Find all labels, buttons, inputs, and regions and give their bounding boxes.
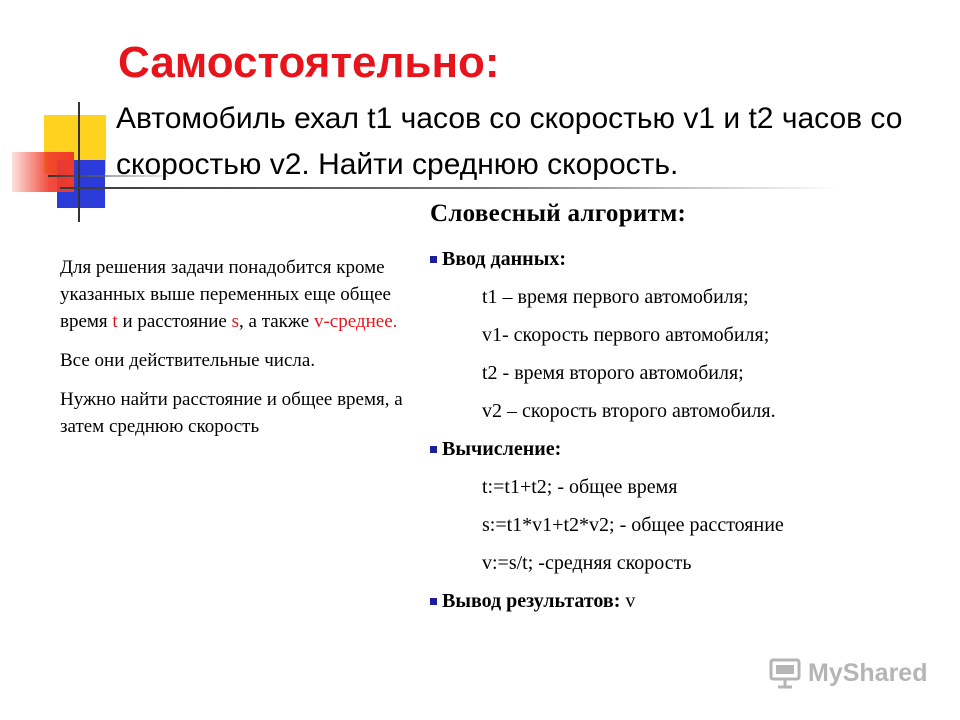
square-bullet-icon: [430, 256, 437, 263]
input-item: v1- скорость первого автомобиля;: [482, 324, 770, 346]
explanation-text: , а также: [239, 311, 314, 332]
explanation-paragraph-1: [60, 254, 410, 335]
calc-section-heading: [430, 430, 950, 468]
presentation-board-icon: [768, 656, 802, 690]
calc-item: t:=t1+t2; - общее время: [482, 476, 678, 498]
calc-item: s:=t1*v1+t2*v2; - общее расстояние: [482, 514, 784, 536]
slide-title: Самостоятельно:: [118, 38, 500, 87]
explanation-paragraph-2: Все они действительные числа.: [60, 350, 316, 371]
explanation-text: и расстояние: [117, 311, 232, 332]
output-section-heading: [430, 582, 950, 620]
input-item: t2 - время второго автомобиля;: [482, 362, 744, 384]
title-divider: [60, 187, 840, 189]
output-value: v: [620, 590, 636, 612]
watermark-text: MyShared: [808, 658, 928, 687]
output-label: Вывод результатов:: [442, 590, 621, 612]
algorithm-title: Словесный алгоритм:: [430, 200, 687, 227]
explanation-paragraph-3: Нужно найти расстояние и общее время, а затем среднюю скорость: [60, 389, 403, 437]
calc-item: v:=s/t; -средняя скорость: [482, 552, 692, 574]
explanation-text: Для решения задачи понадобится кроме указанных выше переменных еще общее время: [60, 257, 391, 332]
task-statement: Автомобиль ехал t1 часов со скоростью v1 и t2 часов со скоростью v2. Найти среднюю скорость.: [116, 102, 903, 181]
input-label: Ввод данных:: [442, 248, 566, 270]
input-section-heading: [430, 240, 950, 278]
variable-s: s: [231, 311, 240, 332]
variable-v-average: v-среднее.: [313, 311, 398, 332]
input-item: v2 – скорость второго автомобиля.: [482, 400, 776, 422]
explanation-column: [60, 254, 410, 452]
input-item: t1 – время первого автомобиля;: [482, 286, 749, 308]
myshared-watermark: [768, 656, 927, 690]
variable-t: t: [112, 311, 118, 332]
calc-label: Вычисление:: [442, 438, 562, 460]
square-bullet-icon: [430, 598, 437, 605]
square-bullet-icon: [430, 446, 437, 453]
algorithm-column: [430, 200, 950, 620]
